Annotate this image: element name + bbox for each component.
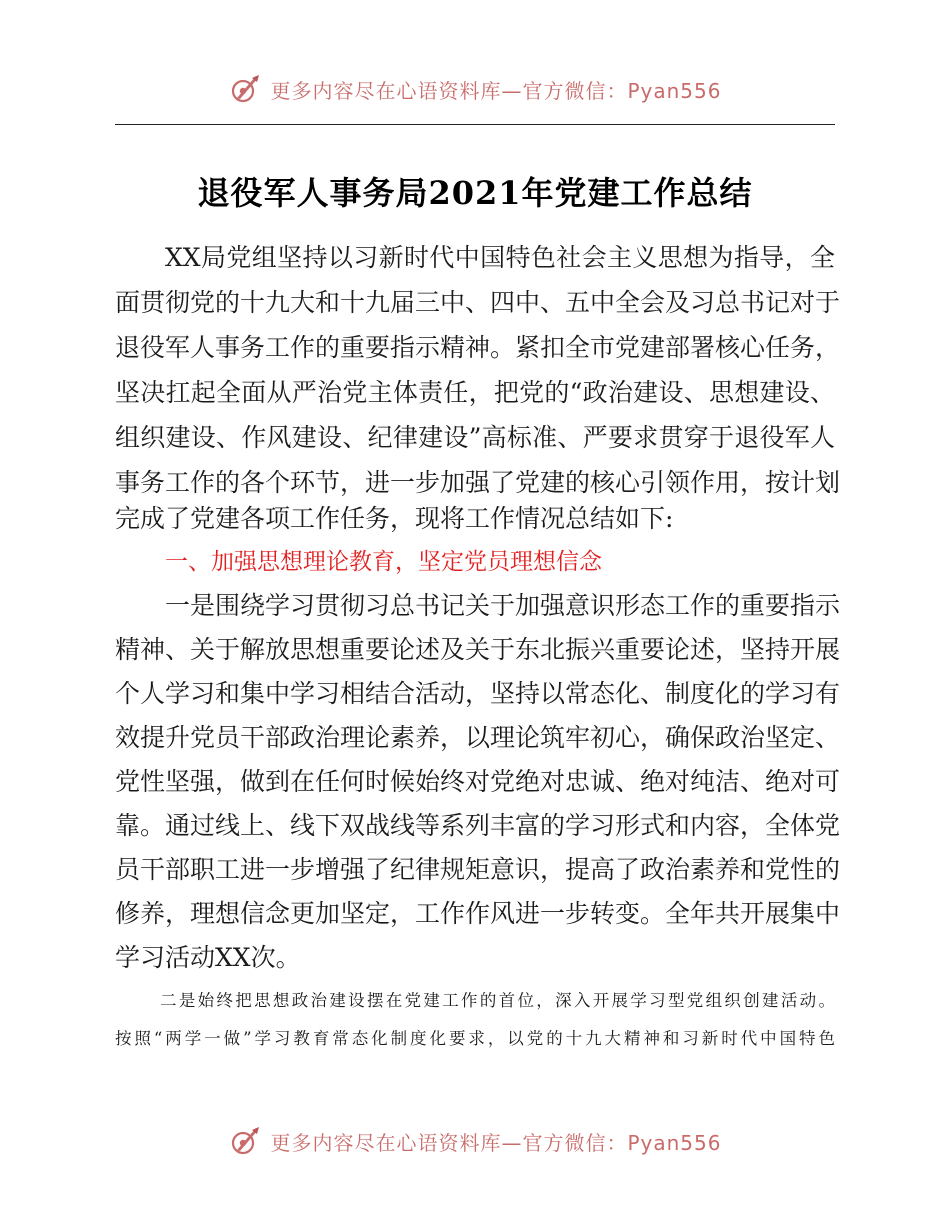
paragraph-line: 精神、关于解放思想重要论述及关于东北振兴重要论述，坚持开展: [115, 635, 841, 664]
header-divider: [115, 124, 835, 125]
footer-watermark: [0, 1124, 950, 1158]
paragraph-line: 二是始终把思想政治建设摆在党建工作的首位，深入开展学习型党组织创建活动。: [160, 991, 835, 1010]
intro-line: XX局党组坚持以习新时代中国特色社会主义思想为指导，全: [165, 243, 835, 272]
paragraph-line: 靠。通过线上、线下双战线等系列丰富的学习形式和内容，全体党: [115, 811, 841, 840]
section-heading: 一、加强思想理论教育，坚定党员理想信念: [165, 549, 602, 575]
intro-line: 退役军人事务工作的重要指示精神。紧扣全市党建部署核心任务，: [115, 333, 841, 362]
paragraph-line: 学习活动XX次。: [115, 943, 301, 972]
paragraph-line: 个人学习和集中学习相结合活动，坚持以常态化、制度化的学习有: [115, 679, 841, 708]
quill-pen-logo-icon: [228, 72, 262, 106]
paragraph-line: 修养，理想信念更加坚定，工作作风进一步转变。全年共开展集中: [115, 899, 841, 928]
intro-line: 事务工作的各个环节，进一步加强了党建的核心引领作用，按计划: [115, 468, 841, 497]
header-watermark: [0, 72, 950, 106]
intro-line: 坚决扛起全面从严治党主体责任，把党的“政治建设、思想建设、: [115, 378, 835, 407]
paragraph-line: 效提升党员干部政治理论素养，以理论筑牢初心，确保政治坚定、: [115, 723, 841, 752]
quill-pen-logo-icon: [228, 1124, 262, 1158]
paragraph-line: 按照“两学一做”学习教育常态化制度化要求，以党的十九大精神和习新时代中国特色: [115, 1029, 835, 1048]
watermark-text: 更多内容尽在心语资料库—官方微信：Pyan556: [270, 78, 722, 103]
intro-line: 组织建设、作风建设、纪律建设”高标准、严要求贯穿于退役军人: [115, 423, 835, 452]
paragraph-line: 员干部职工进一步增强了纪律规矩意识，提高了政治素养和党性的: [115, 855, 841, 884]
paragraph-line: 一是围绕学习贯彻习总书记关于加强意识形态工作的重要指示: [165, 591, 841, 620]
document-title: 退役军人事务局2021年党建工作总结: [197, 174, 753, 212]
intro-line: 面贯彻党的十九大和十九届三中、四中、五中全会及习总书记对于: [115, 288, 841, 317]
paragraph-line: 党性坚强，做到在任何时候始终对党绝对忠诚、绝对纯洁、绝对可: [115, 767, 841, 796]
intro-line: 完成了党建各项工作任务，现将工作情况总结如下:: [115, 504, 674, 533]
watermark-text: 更多内容尽在心语资料库—官方微信：Pyan556: [270, 1130, 722, 1155]
